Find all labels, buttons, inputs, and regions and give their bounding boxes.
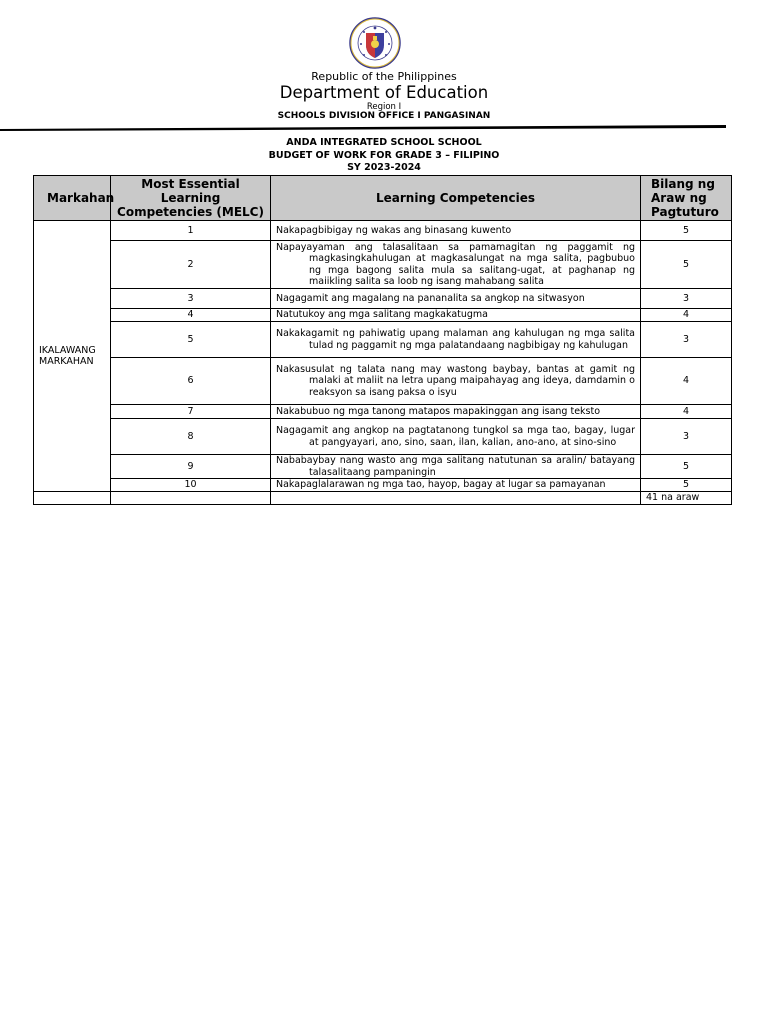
total-row [34, 492, 732, 505]
table-header-row [34, 176, 732, 221]
quarter-cell: IKALAWANG MARKAHAN [34, 221, 111, 492]
melc-number: 10 [111, 479, 271, 492]
melc-number: 5 [111, 322, 271, 358]
days-count: 5 [641, 241, 732, 289]
melc-number: 3 [111, 289, 271, 309]
document-title: BUDGET OF WORK FOR GRADE 3 – FILIPINO [268, 150, 500, 161]
republic-line: Republic of the Philippines [311, 70, 457, 83]
header-melc: Most Essential Learning Competencies (MELC) [111, 176, 271, 221]
competency-text: Nagagamit ang magalang na pananalita sa angkop na sitwasyon [271, 289, 641, 309]
days-count: 3 [641, 419, 732, 455]
competency-text: Napayayaman ang talasalitaan sa pamamagitan ng paggamit ng magkasingkahulugan at magkasalungat na mga salita, pagbubuo ng mga bagong salita mula sa salitang-ugat, at paghanap ng maiikling salita sa loob ng isang mahabang salita [271, 241, 641, 289]
header-days: Bilang ng Araw ng Pagtuturo [641, 176, 732, 221]
competency-text: Nakasusulat ng talata nang may wastong baybay, bantas at gamit ng malaki at maliit na letra upang maipahayag ang ideya, damdamin o reaksyon sa isang paksa o isyu [271, 358, 641, 405]
table-row [34, 309, 732, 322]
table-row [34, 241, 732, 289]
table-row [34, 221, 732, 241]
header-quarter: Markahan [34, 176, 111, 221]
competency-text: Nakapaglalarawan ng mga tao, hayop, bagay at lugar sa pamayanan [271, 479, 641, 492]
table-row [34, 289, 732, 309]
total-empty-cell [111, 492, 271, 505]
melc-number: 9 [111, 455, 271, 479]
table-row [34, 455, 732, 479]
melc-number: 6 [111, 358, 271, 405]
school-year: SY 2023-2024 [347, 162, 421, 173]
budget-of-work-table [33, 175, 732, 505]
days-count: 5 [641, 479, 732, 492]
competency-text: Nakakagamit ng pahiwatig upang malaman ang kahulugan ng mga salita tulad ng paggamit ng mga palatandaang nagbibigay ng kahulugan [271, 322, 641, 358]
table-row [34, 479, 732, 492]
total-days: 41 na araw [641, 492, 732, 505]
competency-text: Nakabubuo ng mga tanong matapos mapakinggan ang isang teksto [271, 405, 641, 419]
melc-number: 8 [111, 419, 271, 455]
melc-number: 7 [111, 405, 271, 419]
days-count: 4 [641, 309, 732, 322]
header-competencies: Learning Competencies [271, 176, 641, 221]
competency-text: Natutukoy ang mga salitang magkakatugma [271, 309, 641, 322]
melc-number: 2 [111, 241, 271, 289]
days-count: 4 [641, 358, 732, 405]
total-empty-cell [34, 492, 111, 505]
total-empty-cell [271, 492, 641, 505]
school-name: ANDA INTEGRATED SCHOOL SCHOOL [286, 137, 482, 148]
days-count: 5 [641, 221, 732, 241]
table-row [34, 405, 732, 419]
competency-text: Nagagamit ang angkop na pagtatanong tungkol sa mga tao, bagay, lugar at pangyayari, ano, sino, saan, ilan, kalian, ano-ano, at sino-sino [271, 419, 641, 455]
days-count: 4 [641, 405, 732, 419]
melc-number: 1 [111, 221, 271, 241]
department-title: Department of Education [279, 83, 489, 102]
days-count: 3 [641, 322, 732, 358]
division-line: SCHOOLS DIVISION OFFICE I PANGASINAN [277, 111, 491, 121]
deped-seal-icon [349, 17, 401, 69]
header-divider [0, 125, 726, 131]
competency-text: Nababaybay nang wasto ang mga salitang natutunan sa aralin/ batayang talasalitaang pampaningin [271, 455, 641, 479]
competency-text: Nakapagbibigay ng wakas ang binasang kuwento [271, 221, 641, 241]
days-count: 5 [641, 455, 732, 479]
days-count: 3 [641, 289, 732, 309]
table-row [34, 322, 732, 358]
table-row [34, 358, 732, 405]
table-row [34, 419, 732, 455]
region-line: Region I [366, 102, 402, 112]
melc-number: 4 [111, 309, 271, 322]
